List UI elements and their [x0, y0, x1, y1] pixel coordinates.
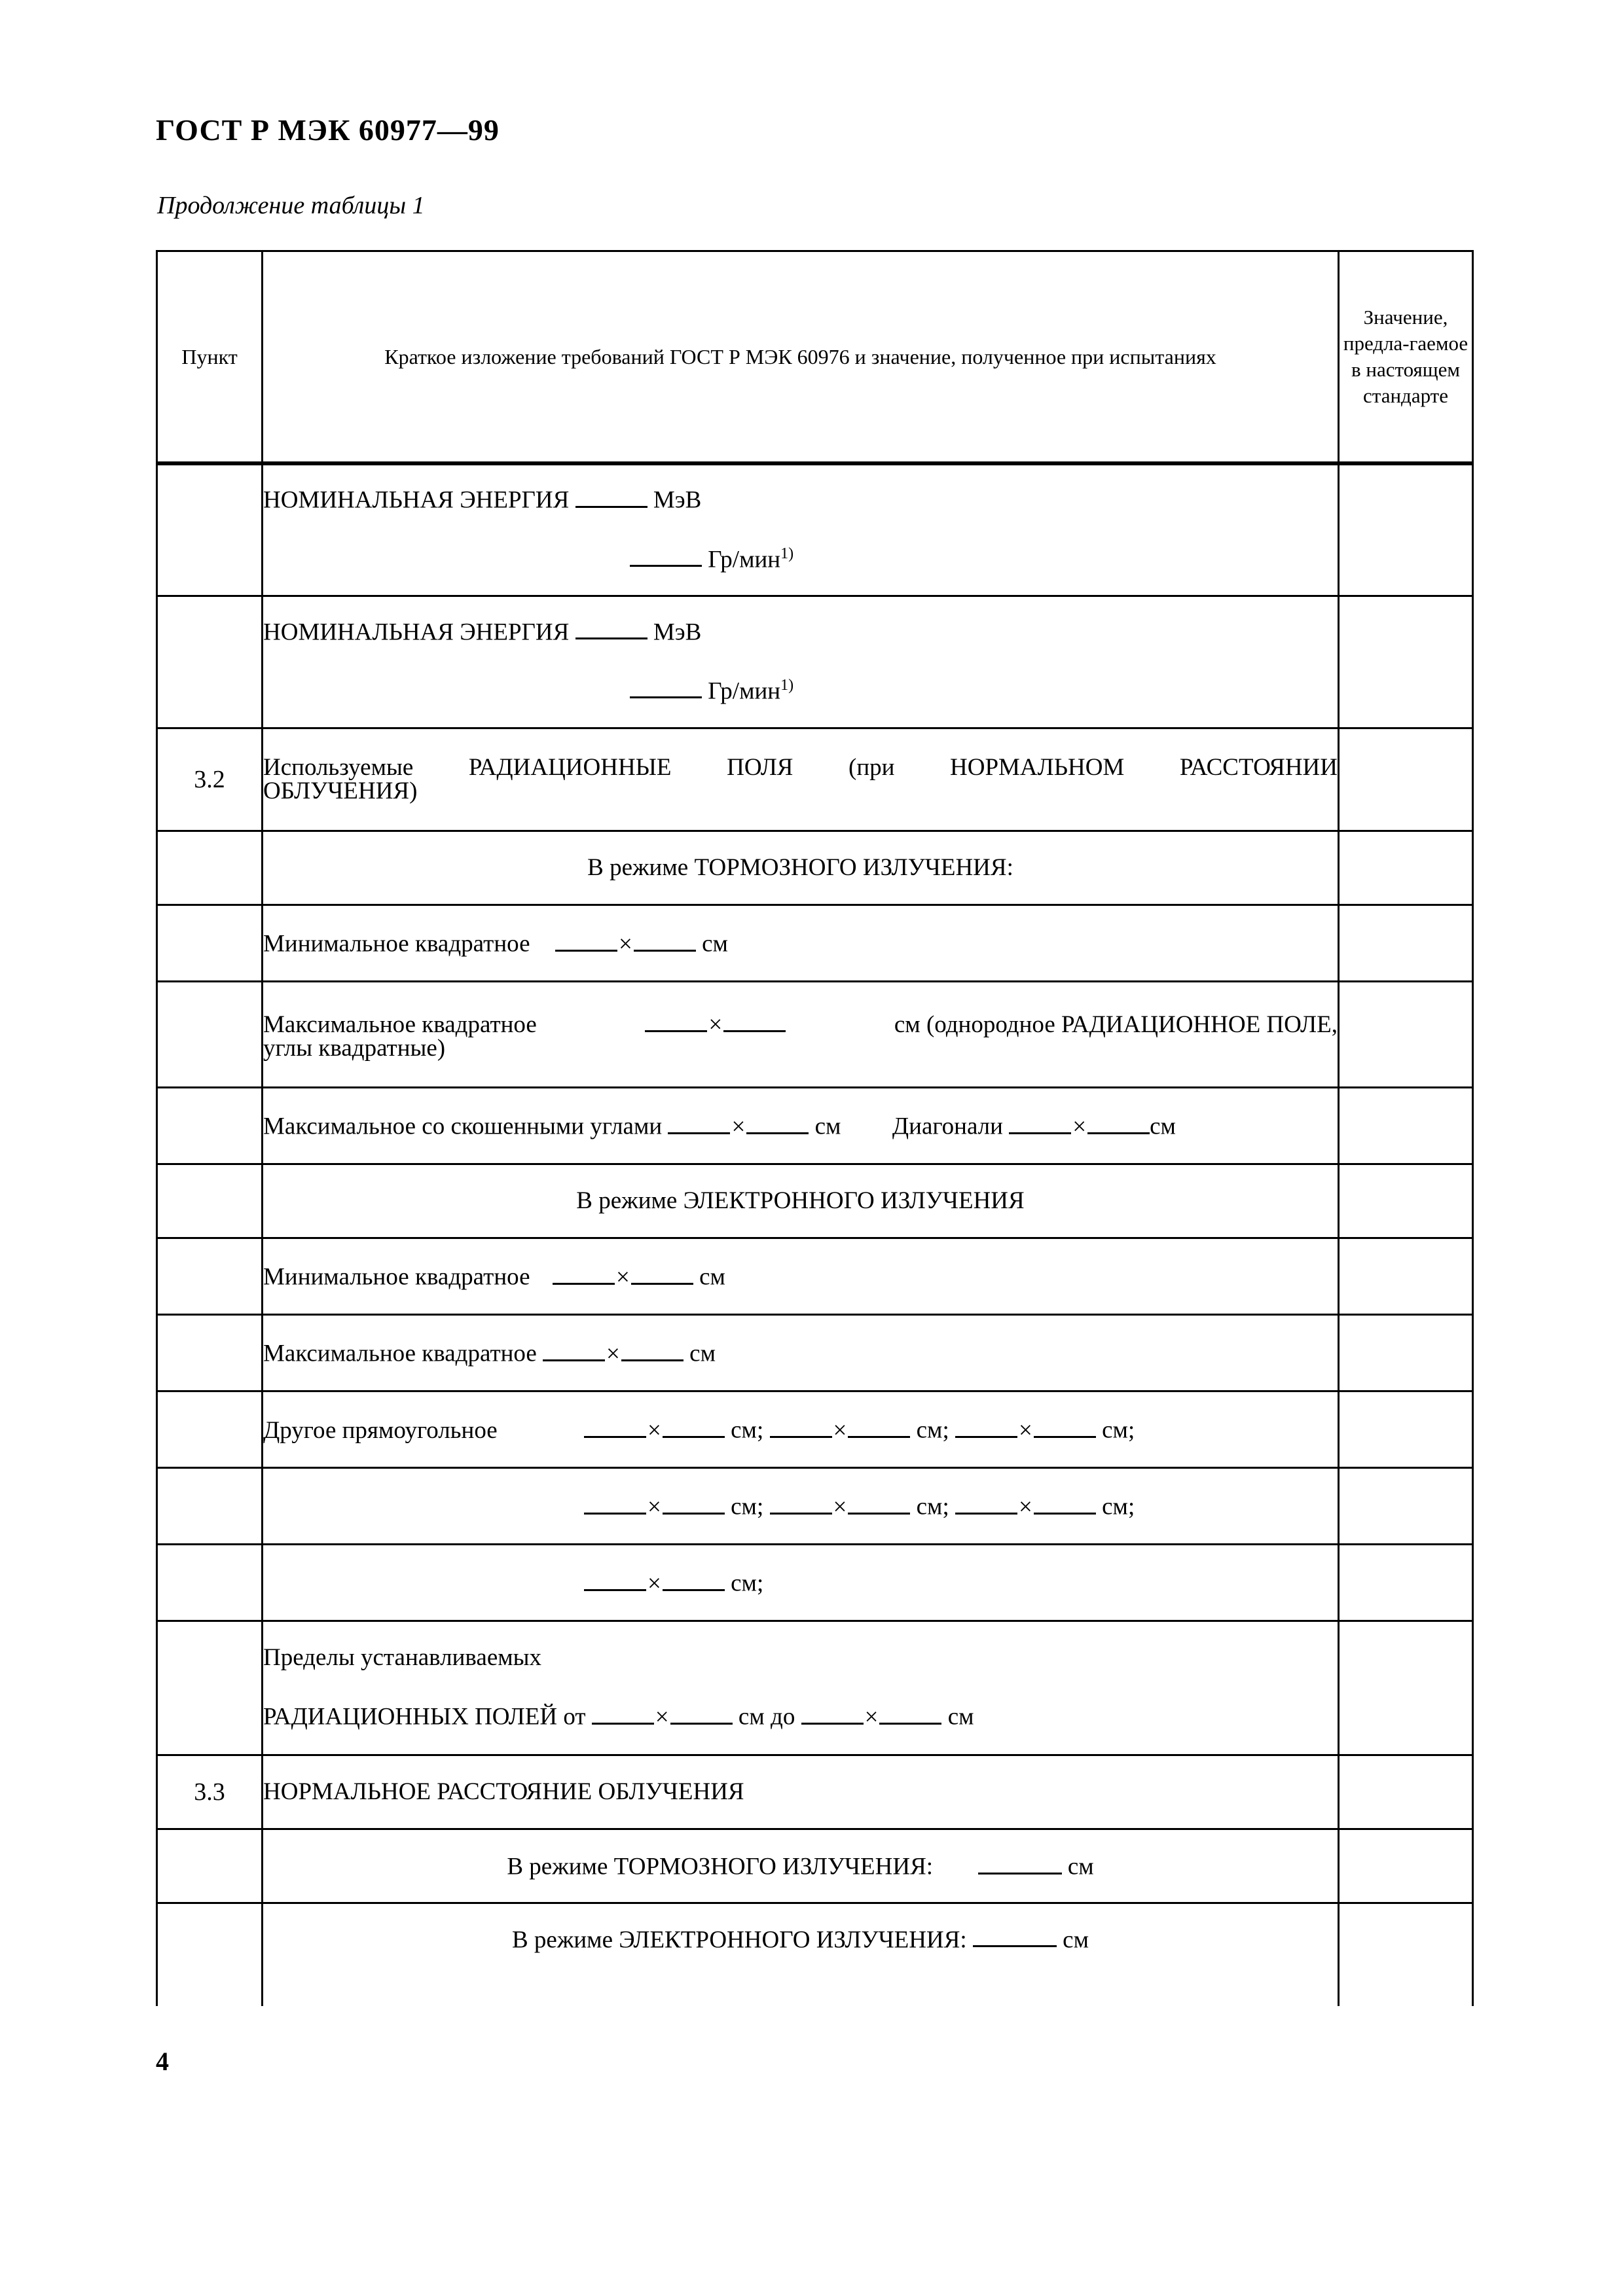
table-row	[157, 1164, 1473, 1238]
size-blank[interactable]	[955, 1414, 1017, 1437]
distance-blank[interactable]	[973, 1924, 1057, 1947]
other-rect-row-3	[263, 1544, 1339, 1621]
energy-row-2	[263, 596, 1339, 728]
electron-mode-heading: В режиме ЭЛЕКТРОННОГО ИЗЛУЧЕНИЯ	[263, 1164, 1339, 1238]
e-min-square-row	[263, 1238, 1339, 1314]
normal-distance-row: НОРМАЛЬНОЕ РАССТОЯНИЕ ОБЛУЧЕНИЯ	[263, 1755, 1339, 1829]
dose-rate-blank[interactable]	[630, 675, 702, 698]
radiation-fields-row	[263, 728, 1339, 831]
table-row	[157, 1755, 1473, 1829]
row-label: Максимальное квадратное	[263, 1340, 537, 1367]
other-rect-row-2	[263, 1467, 1339, 1544]
cm-unit: см	[1063, 1926, 1089, 1953]
times-sign: ×	[647, 1493, 661, 1520]
energy-blank[interactable]	[575, 484, 647, 507]
size-blank[interactable]	[553, 1261, 615, 1284]
size-blank[interactable]	[1034, 1490, 1096, 1514]
table-row	[157, 596, 1473, 728]
energy-label: НОМИНАЛЬНАЯ ЭНЕРГИЯ	[263, 486, 570, 514]
size-blank[interactable]	[723, 1008, 786, 1031]
times-sign: ×	[647, 1416, 661, 1444]
size-blank[interactable]	[770, 1490, 832, 1514]
table-row	[157, 1087, 1473, 1164]
footnote-mark: 1)	[780, 676, 794, 694]
clause-number: 3.2	[157, 728, 263, 831]
header-description: Краткое изложение требований ГОСТ Р МЭК 60976 и значение, полученное при испытаниях	[263, 251, 1339, 464]
times-sign: ×	[731, 1113, 746, 1140]
table-row	[157, 1238, 1473, 1314]
text-line: ОБЛУЧЕНИЯ)	[263, 777, 418, 804]
size-blank[interactable]	[746, 1110, 809, 1134]
size-blank[interactable]	[584, 1414, 646, 1437]
mev-unit: МэВ	[653, 619, 702, 645]
e-max-square-row	[263, 1314, 1339, 1391]
cm-unit: см;	[1102, 1493, 1135, 1520]
size-blank[interactable]	[634, 927, 696, 951]
cm-unit: см;	[1102, 1416, 1135, 1444]
size-blank[interactable]	[770, 1414, 832, 1437]
cm-unit: см;	[731, 1570, 764, 1597]
dose-rate-blank[interactable]	[630, 543, 702, 567]
table-row	[157, 1621, 1473, 1755]
size-blank[interactable]	[1009, 1110, 1071, 1134]
size-blank[interactable]	[801, 1700, 864, 1724]
size-blank[interactable]	[621, 1337, 684, 1361]
cm-unit: см;	[916, 1416, 949, 1444]
table-row	[157, 981, 1473, 1087]
size-blank[interactable]	[584, 1567, 646, 1590]
cm-unit: см	[947, 1703, 974, 1731]
text-line: Используемые РАДИАЦИОННЫЕ ПОЛЯ (при НОРМАЛЬНОМ РАССТОЯНИИ	[263, 753, 1338, 781]
table-continuation-caption: Продолжение таблицы 1	[157, 192, 425, 219]
distance-brems-row	[263, 1829, 1339, 1903]
size-blank[interactable]	[645, 1008, 707, 1031]
row-label: Другое прямоугольное	[263, 1416, 498, 1444]
size-blank[interactable]	[879, 1700, 941, 1724]
cm-unit: см	[1150, 1113, 1176, 1140]
times-sign: ×	[606, 1340, 620, 1367]
energy-row-1	[263, 463, 1339, 596]
row-label: Минимальное квадратное	[263, 930, 530, 958]
table-row	[157, 1467, 1473, 1544]
row-label: см до	[738, 1703, 795, 1731]
size-blank[interactable]	[663, 1414, 725, 1437]
size-blank[interactable]	[1087, 1110, 1150, 1134]
size-blank[interactable]	[955, 1490, 1017, 1514]
dose-rate-unit: Гр/мин	[708, 677, 781, 705]
clause-number: 3.3	[157, 1755, 263, 1829]
distance-blank[interactable]	[978, 1850, 1062, 1874]
times-sign: ×	[647, 1570, 661, 1597]
size-blank[interactable]	[848, 1490, 910, 1514]
footnote-mark: 1)	[780, 545, 794, 562]
size-blank[interactable]	[631, 1261, 693, 1284]
table-row	[157, 905, 1473, 981]
mev-unit: МэВ	[653, 486, 702, 514]
page-number: 4	[156, 2047, 169, 2076]
times-sign: ×	[833, 1493, 847, 1520]
row-label: В режиме ТОРМОЗНОГО ИЗЛУЧЕНИЯ:	[507, 1853, 934, 1880]
size-blank[interactable]	[584, 1490, 646, 1514]
cm-unit: см;	[731, 1416, 764, 1444]
energy-label: НОМИНАЛЬНАЯ ЭНЕРГИЯ	[263, 619, 570, 645]
times-sign: ×	[708, 1011, 723, 1038]
table-row	[157, 1903, 1473, 2006]
table-row	[157, 1314, 1473, 1391]
size-blank[interactable]	[555, 927, 617, 951]
min-square-row	[263, 905, 1339, 981]
other-rect-row-1	[263, 1391, 1339, 1467]
row-note: см (однородное РАДИАЦИОННОЕ ПОЛЕ,	[894, 1011, 1338, 1038]
times-sign: ×	[619, 930, 632, 958]
text-line: углы квадратные)	[263, 1034, 446, 1062]
times-sign: ×	[864, 1703, 879, 1731]
cm-unit: см;	[916, 1493, 949, 1520]
header-value: Значение, предла-гаемое в настоящем стандарте	[1339, 251, 1473, 464]
times-sign: ×	[616, 1263, 630, 1291]
size-blank[interactable]	[670, 1700, 733, 1724]
cm-unit: см	[699, 1263, 725, 1291]
max-square-row	[263, 981, 1339, 1087]
times-sign: ×	[655, 1703, 669, 1731]
table-row	[157, 463, 1473, 596]
times-sign: ×	[833, 1416, 847, 1444]
times-sign: ×	[1072, 1113, 1087, 1140]
table-header-row	[157, 251, 1473, 464]
cm-unit: см	[702, 930, 728, 958]
row-label: В режиме ЭЛЕКТРОННОГО ИЗЛУЧЕНИЯ:	[511, 1926, 967, 1953]
table-row	[157, 1391, 1473, 1467]
row-label: Минимальное квадратное	[263, 1263, 530, 1291]
text-line: Пределы устанавливаемых	[263, 1644, 542, 1672]
size-blank[interactable]	[848, 1414, 910, 1437]
energy-blank[interactable]	[575, 616, 647, 639]
times-sign: ×	[1019, 1493, 1032, 1520]
size-blank[interactable]	[592, 1700, 654, 1724]
cm-unit: см	[814, 1113, 841, 1140]
requirements-table	[156, 250, 1474, 2006]
size-blank[interactable]	[543, 1337, 605, 1361]
table-row	[157, 728, 1473, 831]
table-row	[157, 831, 1473, 905]
times-sign: ×	[1019, 1416, 1032, 1444]
size-blank[interactable]	[663, 1490, 725, 1514]
cm-unit: см	[1067, 1853, 1094, 1880]
size-blank[interactable]	[1034, 1414, 1096, 1437]
size-blank[interactable]	[663, 1567, 725, 1590]
table-row	[157, 1829, 1473, 1903]
field-limits-row	[263, 1621, 1339, 1755]
dose-rate-unit: Гр/мин	[708, 546, 781, 573]
table-row	[157, 1544, 1473, 1621]
header-punkt: Пункт	[157, 251, 263, 464]
document-title: ГОСТ Р МЭК 60977—99	[156, 113, 500, 147]
cm-unit: см	[689, 1340, 716, 1367]
distance-electron-row	[263, 1903, 1339, 2006]
size-blank[interactable]	[668, 1110, 730, 1134]
brems-mode-heading: В режиме ТОРМОЗНОГО ИЗЛУЧЕНИЯ:	[263, 831, 1339, 905]
row-label: Максимальное со скошенными углами	[263, 1113, 663, 1140]
row-label: Максимальное квадратное	[263, 1011, 537, 1038]
row-label: РАДИАЦИОННЫХ ПОЛЕЙ от	[263, 1703, 586, 1731]
diagonals-label: Диагонали	[892, 1113, 1003, 1140]
max-beveled-row	[263, 1087, 1339, 1164]
cm-unit: см;	[731, 1493, 764, 1520]
